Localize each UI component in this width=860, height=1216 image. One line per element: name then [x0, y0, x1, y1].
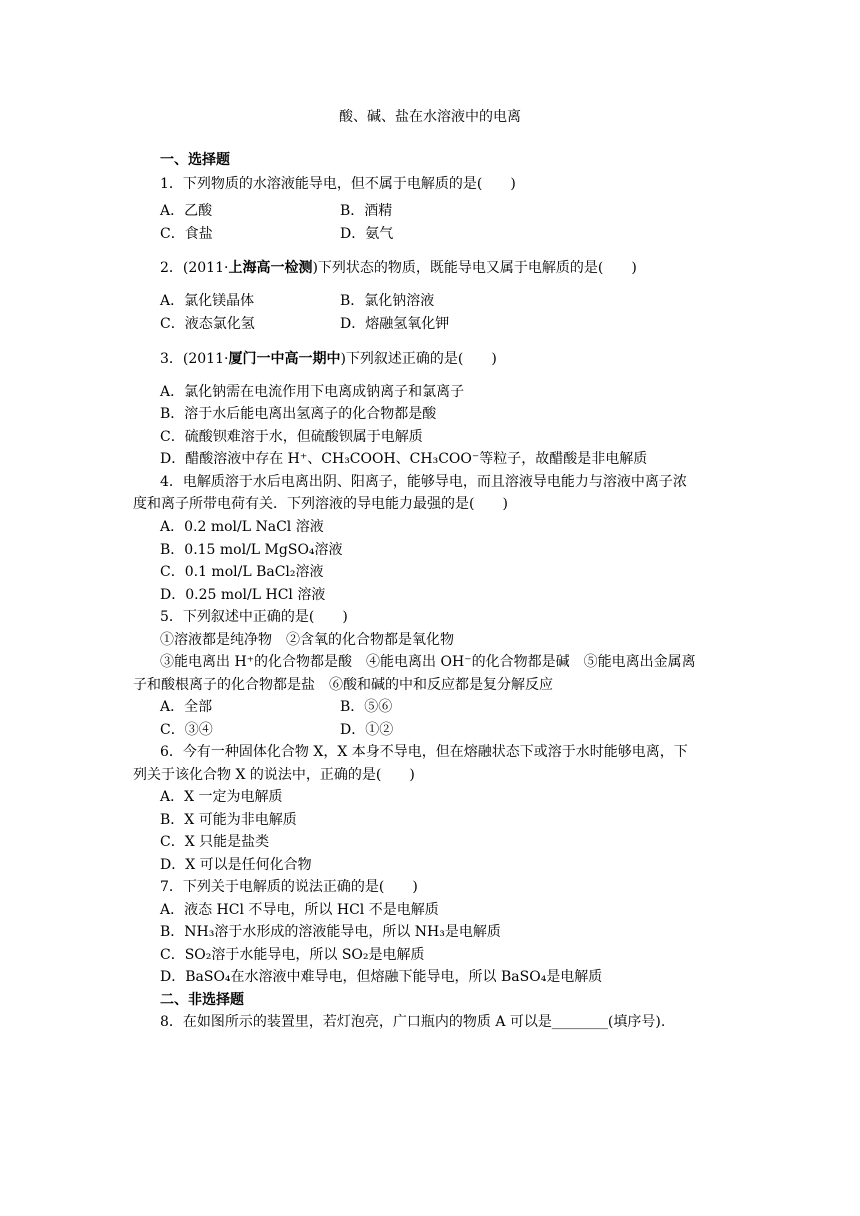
- question-2-prefix: 2．(2011·: [160, 260, 229, 276]
- question-5-statement-line1: ①溶液都是纯净物 ②含氧的化合物都是氧化物: [160, 632, 454, 648]
- question-4-stem-line2: 度和离子所带电荷有关．下列溶液的导电能力最强的是( ): [133, 496, 508, 512]
- question-8-stem: 8．在如图所示的装置里，若灯泡亮，广口瓶内的物质 A 可以是________(填序号).: [160, 1014, 666, 1030]
- question-3-option-d: D．醋酸溶液中存在 H⁺、CH₃COOH、CH₃COO⁻等粒子，故醋酸是非电解质: [160, 451, 648, 467]
- question-5-option-a: A．全部: [160, 699, 213, 715]
- question-4-stem-line1: 4．电解质溶于水后电离出阴、阳离子，能够导电，而且溶液导电能力与溶液中离子浓: [160, 474, 687, 490]
- question-3-stem: [160, 349, 497, 369]
- question-3-option-b: B．溶于水后能电离出氢离子的化合物都是酸: [160, 406, 437, 422]
- question-3-option-c: C．硫酸钡难溶于水，但硫酸钡属于电解质: [160, 429, 423, 445]
- question-5-option-d: D．①②: [340, 722, 394, 738]
- question-3-prefix: 3．(2011·: [160, 351, 229, 367]
- question-5-statement-line2: ③能电离出 H⁺的化合物都是酸 ④能电离出 OH⁻的化合物都是碱 ⑤能电离出金属离: [160, 654, 696, 670]
- question-7-option-a: A．液态 HCl 不导电，所以 HCl 不是电解质: [160, 902, 439, 918]
- question-4-option-d: D．0.25 mol/L HCl 溶液: [160, 587, 326, 603]
- question-4-option-a: A．0.2 mol/L NaCl 溶液: [160, 519, 324, 535]
- section-heading-choice: 一、选择题: [160, 152, 230, 168]
- question-7-option-c: C．SO₂溶于水能导电，所以 SO₂是电解质: [160, 947, 425, 963]
- question-7-option-d: D．BaSO₄在水溶液中难导电，但熔融下能导电，所以 BaSO₄是电解质: [160, 969, 603, 985]
- question-2-source: 上海高一检测: [228, 260, 313, 276]
- question-3-source: 厦门一中高一期中: [228, 351, 341, 367]
- question-3-text: )下列叙述正确的是( ): [340, 351, 497, 367]
- question-5-stem: 5．下列叙述中正确的是( ): [160, 609, 348, 625]
- question-6-stem-line2: 列关于该化合物 X 的说法中，正确的是( ): [133, 767, 415, 783]
- question-5-option-c: C．③④: [160, 722, 213, 738]
- question-1-stem: 1．下列物质的水溶液能导电，但不属于电解质的是( ): [160, 176, 516, 192]
- question-2-option-b: B．氯化钠溶液: [340, 293, 435, 309]
- section-heading-nonchoice: 二、非选择题: [160, 992, 244, 1008]
- question-2-option-c: C．液态氯化氢: [160, 316, 255, 332]
- question-1-option-d: D．氨气: [340, 226, 394, 242]
- question-3-option-a: A．氯化钠需在电流作用下电离成钠离子和氯离子: [160, 384, 465, 400]
- question-6-option-a: A．X 一定为电解质: [160, 789, 283, 805]
- question-4-option-c: C．0.1 mol/L BaCl₂溶液: [160, 564, 324, 580]
- question-2-option-d: D．熔融氢氧化钾: [340, 316, 450, 332]
- question-7-stem: 7．下列关于电解质的说法正确的是( ): [160, 879, 418, 895]
- question-2-text: )下列状态的物质，既能导电又属于电解质的是( ): [312, 260, 637, 276]
- question-4-option-b: B．0.15 mol/L MgSO₄溶液: [160, 542, 343, 558]
- question-6-stem-line1: 6．今有一种固体化合物 X，X 本身不导电，但在熔融状态下或溶于水时能够电离，下: [160, 744, 688, 760]
- question-2-option-a: A．氯化镁晶体: [160, 293, 255, 309]
- page-title: 酸、碱、盐在水溶液中的电离: [339, 109, 521, 125]
- question-1-option-b: B．酒精: [340, 203, 393, 219]
- question-1-option-a: A．乙酸: [160, 203, 213, 219]
- question-7-option-b: B．NH₃溶于水形成的溶液能导电，所以 NH₃是电解质: [160, 924, 501, 940]
- question-6-option-c: C．X 只能是盐类: [160, 834, 270, 850]
- question-2-stem: [160, 258, 637, 278]
- question-1-option-c: C．食盐: [160, 226, 213, 242]
- question-6-option-d: D．X 可以是任何化合物: [160, 857, 312, 873]
- question-5-statement-line3: 子和酸根离子的化合物都是盐 ⑥酸和碱的中和反应都是复分解反应: [133, 677, 553, 693]
- question-5-option-b: B．⑤⑥: [340, 699, 393, 715]
- question-6-option-b: B．X 可能为非电解质: [160, 812, 297, 828]
